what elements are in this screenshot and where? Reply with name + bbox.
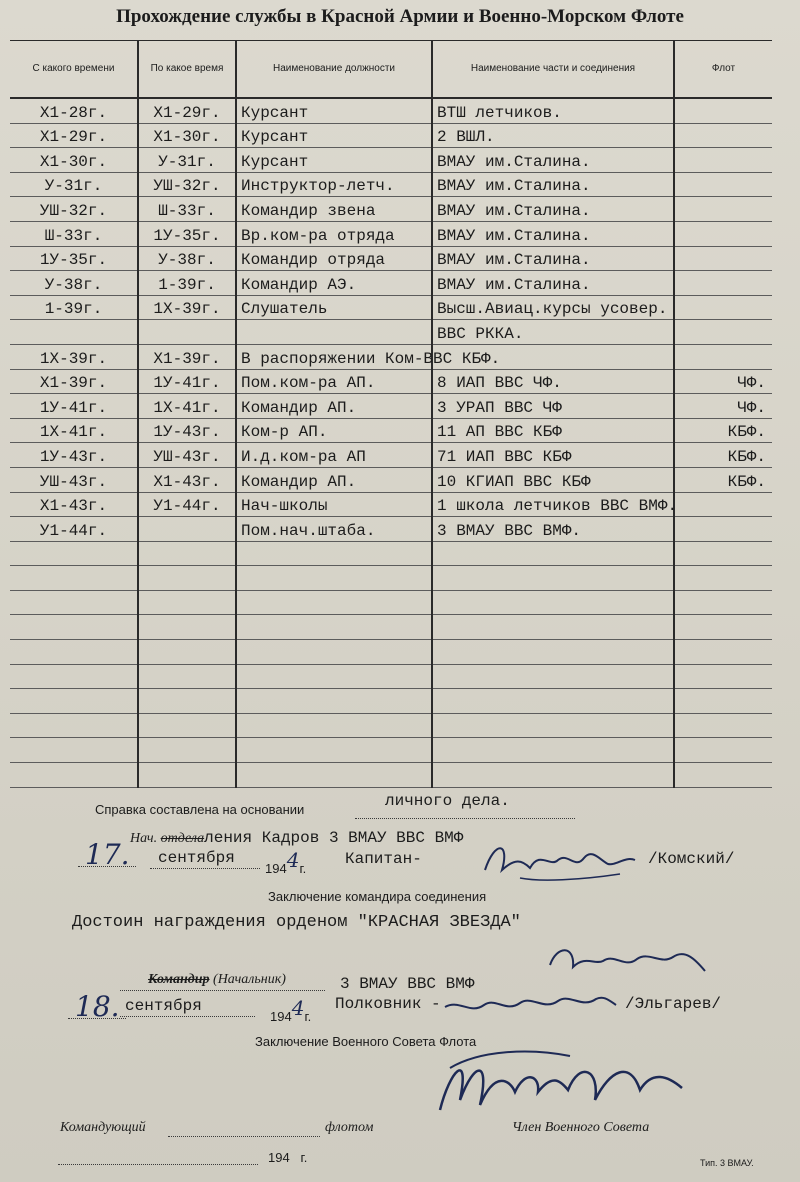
table-row bbox=[10, 713, 772, 738]
commander-day-underline bbox=[68, 1018, 126, 1019]
cell-unit bbox=[432, 640, 674, 665]
commander-year-tail: г. bbox=[304, 1009, 312, 1024]
cell-fleet: ЧФ. bbox=[674, 394, 772, 419]
table-row bbox=[10, 271, 772, 296]
cadres-name: /Комский/ bbox=[648, 850, 735, 868]
cell-unit bbox=[432, 713, 674, 738]
cell-unit: ВТШ летчиков. bbox=[432, 98, 674, 123]
cell-fleet bbox=[674, 295, 772, 320]
cell-position: Курсант bbox=[236, 98, 432, 123]
commander-year-prefix: 194 bbox=[270, 1009, 292, 1024]
cell-unit: ВМАУ им.Сталина. bbox=[432, 148, 674, 173]
table-row bbox=[10, 148, 772, 173]
cell-from bbox=[10, 664, 138, 689]
cell-from: 1У-35г. bbox=[10, 246, 138, 271]
cadres-day-underline bbox=[78, 866, 136, 867]
cell-to: У-31г. bbox=[138, 148, 236, 173]
cadres-year-suffix: 4 bbox=[286, 848, 300, 872]
cell-position bbox=[236, 566, 432, 591]
cell-to: У1-44г. bbox=[138, 492, 236, 517]
cell-to bbox=[138, 615, 236, 640]
cell-position bbox=[236, 763, 432, 788]
cell-position bbox=[236, 615, 432, 640]
cell-from bbox=[10, 320, 138, 345]
cadres-title-struck: отдела bbox=[160, 831, 205, 846]
cell-from bbox=[10, 566, 138, 591]
cell-position: Нач-школы bbox=[236, 492, 432, 517]
cell-from bbox=[10, 590, 138, 615]
table-row bbox=[10, 123, 772, 148]
cell-from: У1-44г. bbox=[10, 517, 138, 542]
cell-fleet bbox=[674, 664, 772, 689]
cell-to bbox=[138, 566, 236, 591]
table-row bbox=[10, 492, 772, 517]
cell-unit: ВМАУ им.Сталина. bbox=[432, 197, 674, 222]
commander-approval-signature bbox=[545, 935, 715, 985]
cell-from: Ш-33г. bbox=[10, 221, 138, 246]
cell-unit bbox=[432, 615, 674, 640]
cell-position bbox=[236, 689, 432, 714]
cadres-month: сентября bbox=[158, 849, 235, 867]
cell-unit: ВМАУ им.Сталина. bbox=[432, 221, 674, 246]
cell-fleet bbox=[674, 541, 772, 566]
cadres-year-tail: г. bbox=[299, 861, 307, 876]
cell-from bbox=[10, 640, 138, 665]
commander-month: сентября bbox=[125, 997, 202, 1015]
council-member-label: Член Военного Совета bbox=[512, 1120, 650, 1135]
cell-unit bbox=[432, 763, 674, 788]
cell-unit: 8 ИАП ВВС ЧФ. bbox=[432, 369, 674, 394]
cell-unit: 11 АП ВВС КБФ bbox=[432, 418, 674, 443]
cell-from bbox=[10, 615, 138, 640]
cell-fleet bbox=[674, 246, 772, 271]
cell-position: В распоряжении Ком-ВВС КБФ. bbox=[236, 344, 432, 369]
cell-from: Х1-28г. bbox=[10, 98, 138, 123]
cell-from: 1У-43г. bbox=[10, 443, 138, 468]
cell-fleet bbox=[674, 566, 772, 591]
cell-unit bbox=[432, 689, 674, 714]
cell-position: Курсант bbox=[236, 148, 432, 173]
table-row bbox=[10, 738, 772, 763]
cell-from: Х1-39г. bbox=[10, 369, 138, 394]
cell-fleet bbox=[674, 221, 772, 246]
cell-from: 1Х-41г. bbox=[10, 418, 138, 443]
cell-fleet bbox=[674, 320, 772, 345]
cell-position: Вр.ком-ра отряда bbox=[236, 221, 432, 246]
council-date-underline bbox=[58, 1164, 258, 1165]
cell-to bbox=[138, 541, 236, 566]
column-header-fleet: Флот bbox=[674, 41, 772, 99]
service-table bbox=[10, 40, 772, 788]
commander-title bbox=[148, 972, 286, 988]
cell-unit: 71 ИАП ВВС КБФ bbox=[432, 443, 674, 468]
cell-unit: 3 УРАП ВВС ЧФ bbox=[432, 394, 674, 419]
cell-unit bbox=[432, 738, 674, 763]
cell-to: 1У-35г. bbox=[138, 221, 236, 246]
cadres-year-prefix: 194 bbox=[265, 861, 287, 876]
commander-month-underline bbox=[120, 1016, 255, 1017]
cell-position: И.д.ком-ра АП bbox=[236, 443, 432, 468]
commander-conclusion-label: Заключение командира соединения bbox=[268, 889, 487, 904]
table-row bbox=[10, 320, 772, 345]
table-row bbox=[10, 369, 772, 394]
table-header-row bbox=[10, 41, 772, 99]
cell-from: Х1-30г. bbox=[10, 148, 138, 173]
cell-position bbox=[236, 664, 432, 689]
cell-from: Х1-29г. bbox=[10, 123, 138, 148]
cell-unit bbox=[432, 566, 674, 591]
column-header-unit: Наименование части и соединения bbox=[432, 41, 674, 99]
council-label: Заключение Военного Совета Флота bbox=[255, 1034, 477, 1049]
cell-position bbox=[236, 738, 432, 763]
fleet-commander-label: Командующий bbox=[60, 1120, 146, 1135]
council-signature bbox=[420, 1030, 700, 1130]
cell-to bbox=[138, 763, 236, 788]
council-date bbox=[268, 1150, 307, 1165]
cell-fleet bbox=[674, 615, 772, 640]
cell-to: УШ-32г. bbox=[138, 172, 236, 197]
commander-signature bbox=[440, 985, 620, 1025]
table-row bbox=[10, 98, 772, 123]
column-header-position: Наименование должности bbox=[236, 41, 432, 99]
cell-to: 1У-41г. bbox=[138, 369, 236, 394]
cell-from bbox=[10, 738, 138, 763]
cell-position: Пом.нач.штаба. bbox=[236, 517, 432, 542]
cell-position bbox=[236, 640, 432, 665]
cell-to bbox=[138, 640, 236, 665]
cell-to bbox=[138, 664, 236, 689]
cell-position bbox=[236, 541, 432, 566]
cell-unit bbox=[432, 541, 674, 566]
table-row bbox=[10, 689, 772, 714]
cell-fleet bbox=[674, 98, 772, 123]
cadres-title-rest: ления Кадров 3 ВМАУ ВВС ВМФ bbox=[204, 829, 464, 847]
commander-year-suffix: 4 bbox=[291, 996, 305, 1020]
cell-fleet bbox=[674, 640, 772, 665]
cell-fleet bbox=[674, 344, 772, 369]
cell-position bbox=[236, 590, 432, 615]
cell-fleet bbox=[674, 738, 772, 763]
cell-from: Х1-43г. bbox=[10, 492, 138, 517]
table-row bbox=[10, 197, 772, 222]
fleet-commander-underline bbox=[168, 1136, 320, 1137]
commander-rank: Полковник - bbox=[335, 995, 441, 1013]
table-row bbox=[10, 295, 772, 320]
column-header-to: По какое время bbox=[138, 41, 236, 99]
table-row bbox=[10, 344, 772, 369]
table-row bbox=[10, 467, 772, 492]
cell-from: УШ-43г. bbox=[10, 467, 138, 492]
cell-to: У-38г. bbox=[138, 246, 236, 271]
commander-year bbox=[270, 996, 312, 1026]
cell-to: 1-39г. bbox=[138, 271, 236, 296]
cell-unit: ВМАУ им.Сталина. bbox=[432, 172, 674, 197]
cell-to: Х1-39г. bbox=[138, 344, 236, 369]
commander-unit: 3 ВМАУ ВВС ВМФ bbox=[340, 975, 475, 993]
table-row bbox=[10, 394, 772, 419]
cell-fleet bbox=[674, 763, 772, 788]
table-row bbox=[10, 664, 772, 689]
table-row bbox=[10, 640, 772, 665]
fleet-label: флотом bbox=[325, 1120, 374, 1135]
cell-from bbox=[10, 763, 138, 788]
cell-to: УШ-43г. bbox=[138, 443, 236, 468]
cell-from: У-38г. bbox=[10, 271, 138, 296]
commander-day: 18. bbox=[75, 990, 120, 1023]
cell-position: Курсант bbox=[236, 123, 432, 148]
cell-fleet: ЧФ. bbox=[674, 369, 772, 394]
table-row bbox=[10, 221, 772, 246]
cell-position: Командир АЭ. bbox=[236, 271, 432, 296]
cell-fleet bbox=[674, 590, 772, 615]
cell-to bbox=[138, 590, 236, 615]
commander-title-alt: (Начальник) bbox=[213, 972, 286, 987]
cell-unit: 10 КГИАП ВВС КБФ bbox=[432, 467, 674, 492]
cadres-month-underline bbox=[150, 868, 260, 869]
cadres-year bbox=[265, 848, 307, 878]
cell-unit: ВМАУ им.Сталина. bbox=[432, 246, 674, 271]
cell-from: У-31г. bbox=[10, 172, 138, 197]
cell-from: 1Х-39г. bbox=[10, 344, 138, 369]
cadres-title bbox=[130, 829, 463, 847]
cell-position: Командир отряда bbox=[236, 246, 432, 271]
cell-fleet: КБФ. bbox=[674, 467, 772, 492]
cell-position: Пом.ком-ра АП. bbox=[236, 369, 432, 394]
commander-title-struck: Командир bbox=[148, 972, 210, 987]
commander-title-underline bbox=[120, 990, 325, 991]
cell-to: 1Х-39г. bbox=[138, 295, 236, 320]
table-row bbox=[10, 517, 772, 542]
table-row bbox=[10, 443, 772, 468]
print-mark: Тип. 3 ВМАУ. bbox=[700, 1158, 754, 1168]
cell-position: Командир АП. bbox=[236, 394, 432, 419]
cell-fleet bbox=[674, 148, 772, 173]
cell-unit bbox=[432, 590, 674, 615]
cadres-rank: Капитан- bbox=[345, 850, 422, 868]
cell-from: 1-39г. bbox=[10, 295, 138, 320]
cadres-day: 17. bbox=[85, 838, 130, 871]
cell-position: Слушатель bbox=[236, 295, 432, 320]
cell-unit bbox=[432, 664, 674, 689]
cell-unit: 1 школа летчиков ВВС ВМФ. bbox=[432, 492, 674, 517]
cell-to bbox=[138, 320, 236, 345]
cell-fleet bbox=[674, 713, 772, 738]
table-row bbox=[10, 615, 772, 640]
cell-fleet bbox=[674, 517, 772, 542]
cell-position bbox=[236, 320, 432, 345]
cell-position: Ком-р АП. bbox=[236, 418, 432, 443]
cell-unit: 3 ВМАУ ВВС ВМФ. bbox=[432, 517, 674, 542]
cell-fleet: КБФ. bbox=[674, 443, 772, 468]
basis-underline bbox=[355, 818, 575, 819]
cell-fleet bbox=[674, 197, 772, 222]
table-row bbox=[10, 418, 772, 443]
council-date-suffix: г. bbox=[300, 1150, 308, 1165]
cell-fleet bbox=[674, 689, 772, 714]
cell-to bbox=[138, 517, 236, 542]
council-date-prefix: 194 bbox=[268, 1150, 290, 1165]
basis-value: личного дела. bbox=[385, 792, 510, 810]
table-row bbox=[10, 566, 772, 591]
cell-fleet: КБФ. bbox=[674, 418, 772, 443]
cell-to: Ш-33г. bbox=[138, 197, 236, 222]
cadres-signature bbox=[480, 830, 640, 890]
cell-fleet bbox=[674, 172, 772, 197]
commander-name: /Эльгарев/ bbox=[625, 995, 722, 1013]
cell-unit: 2 ВШЛ. bbox=[432, 123, 674, 148]
cell-from bbox=[10, 713, 138, 738]
table-row bbox=[10, 246, 772, 271]
cell-from bbox=[10, 541, 138, 566]
cell-position bbox=[236, 713, 432, 738]
page-title: Прохождение службы в Красной Армии и Военно-Морском Флоте bbox=[116, 6, 684, 27]
cell-to: 1У-43г. bbox=[138, 418, 236, 443]
cell-fleet bbox=[674, 271, 772, 296]
cell-to: Х1-29г. bbox=[138, 98, 236, 123]
cell-to: Х1-30г. bbox=[138, 123, 236, 148]
commander-conclusion-text: Достоин награждения орденом "КРАСНАЯ ЗВЕЗДА" bbox=[72, 913, 521, 932]
cell-from: 1У-41г. bbox=[10, 394, 138, 419]
cell-to bbox=[138, 713, 236, 738]
cell-fleet bbox=[674, 492, 772, 517]
cell-to bbox=[138, 689, 236, 714]
cell-position: Командир АП. bbox=[236, 467, 432, 492]
cell-position: Командир звена bbox=[236, 197, 432, 222]
table-row bbox=[10, 541, 772, 566]
cell-to: 1Х-41г. bbox=[138, 394, 236, 419]
cell-from: УШ-32г. bbox=[10, 197, 138, 222]
cell-unit: ВМАУ им.Сталина. bbox=[432, 271, 674, 296]
cell-fleet bbox=[674, 123, 772, 148]
cell-from bbox=[10, 689, 138, 714]
table-row bbox=[10, 172, 772, 197]
table-row bbox=[10, 590, 772, 615]
cell-position: Инструктор-летч. bbox=[236, 172, 432, 197]
basis-label: Справка составлена на основании bbox=[95, 802, 305, 817]
cell-unit: Высш.Авиац.курсы усовер. bbox=[432, 295, 674, 320]
cadres-title-prefix: Нач. bbox=[130, 831, 161, 846]
cell-unit: ВВС РККА. bbox=[432, 320, 674, 345]
cell-to bbox=[138, 738, 236, 763]
table-row bbox=[10, 763, 772, 788]
cell-to: Х1-43г. bbox=[138, 467, 236, 492]
column-header-from: С какого времени bbox=[10, 41, 138, 99]
